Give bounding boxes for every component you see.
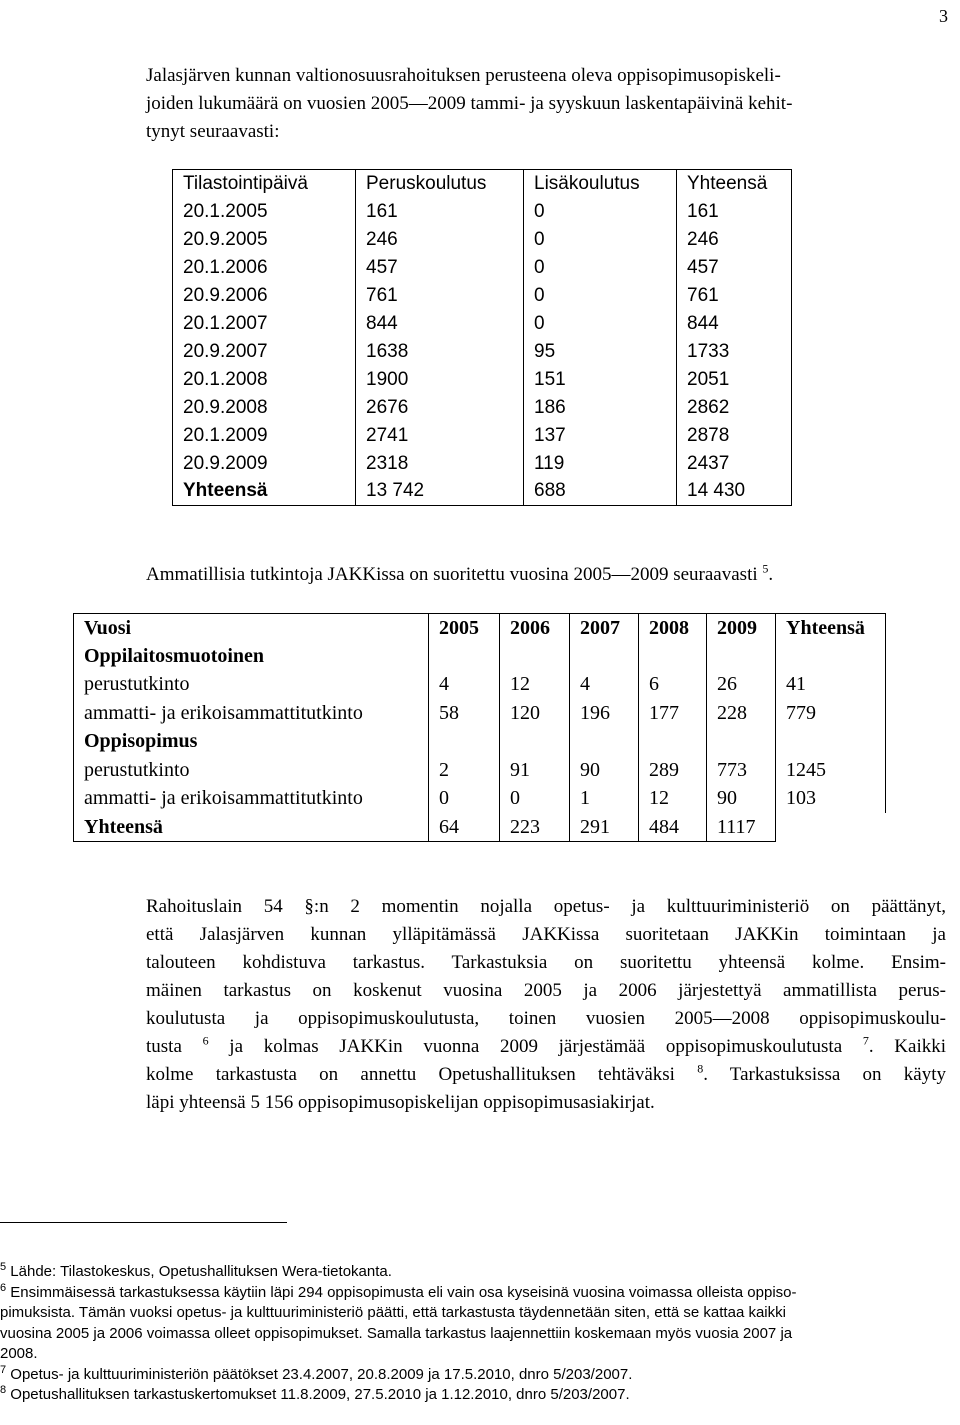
footnote-separator	[0, 1222, 287, 1223]
body-line: Rahoituslain 54 §:n 2 momentin nojalla opetus- ja kulttuuriministeriö on päättänyt,	[146, 896, 946, 917]
total-label: Yhteensä	[173, 478, 356, 506]
value-cell: 95	[524, 338, 677, 366]
date-cell: 20.9.2006	[173, 282, 356, 310]
body-line	[146, 1061, 946, 1089]
value-cell: 151	[524, 366, 677, 394]
value-cell: 1900	[356, 366, 524, 394]
intro-paragraph	[146, 62, 946, 146]
body-line: koulutusta ja oppisopimuskoulutusta, toinen vuosien 2005—2008 oppisopimuskoulu-	[146, 1008, 946, 1029]
row-label: perustutkinto	[74, 671, 429, 700]
body-line: läpi yhteensä 5 156 oppisopimusopiskelijan oppisopimusasiakirjat.	[146, 1092, 655, 1113]
value-cell: 844	[677, 310, 792, 338]
caption-end: .	[768, 564, 774, 585]
value-cell: 779	[776, 699, 886, 728]
date-cell: 20.9.2009	[173, 450, 356, 478]
date-cell: 20.1.2009	[173, 422, 356, 450]
body-text-segment: . Kaikki	[868, 1036, 947, 1057]
body-line: talouteen kohdistuva tarkastus. Tarkastuksia on suoritettu yhteensä kolme. Ensim-	[146, 952, 946, 973]
table-row	[173, 366, 792, 394]
group-label: Oppilaitosmuotoinen	[74, 642, 429, 671]
group-row	[74, 728, 886, 757]
value-cell: 90	[707, 785, 776, 814]
header-cell: Yhteensä	[677, 170, 792, 198]
date-cell: 20.9.2007	[173, 338, 356, 366]
value-cell: 0	[524, 310, 677, 338]
value-cell: 2437	[677, 450, 792, 478]
date-cell: 20.1.2008	[173, 366, 356, 394]
value-cell: 761	[356, 282, 524, 310]
value-cell: 161	[677, 198, 792, 226]
date-cell: 20.9.2005	[173, 226, 356, 254]
value-cell: 12	[639, 785, 707, 814]
value-cell: 161	[356, 198, 524, 226]
intro-line: tynyt seuraavasti:	[146, 121, 280, 142]
page-number: 3	[939, 6, 948, 26]
total-cell: 1117	[707, 813, 776, 842]
date-cell: 20.1.2006	[173, 254, 356, 282]
footnote-6	[0, 1283, 955, 1304]
footnote-line: vuosina 2005 ja 2006 voimassa olleet oppisopimukset. Samalla tarkastus laajennettiin koskemaan myös vuosia 2007 ja	[0, 1324, 793, 1342]
value-cell: 0	[500, 785, 570, 814]
qualifications-table	[73, 613, 886, 842]
value-cell: 4	[429, 671, 500, 700]
value-cell: 773	[707, 756, 776, 785]
value-cell: 246	[356, 226, 524, 254]
value-cell: 457	[356, 254, 524, 282]
table-row	[173, 450, 792, 478]
group-row	[74, 642, 886, 671]
value-cell: 228	[707, 699, 776, 728]
value-cell: 2741	[356, 422, 524, 450]
value-cell: 1638	[356, 338, 524, 366]
footnote-8	[0, 1385, 955, 1406]
value-cell: 91	[500, 756, 570, 785]
footnote-number: 8	[0, 1384, 7, 1396]
body-text-segment: ja kolmas JAKKin vuonna 2009 järjestämää oppisopimuskoulutusta	[208, 1036, 843, 1057]
value-cell: 0	[429, 785, 500, 814]
footnote-ref: 7	[862, 1033, 869, 1048]
value-cell: 1	[570, 785, 639, 814]
value-cell: 0	[524, 282, 677, 310]
value-cell: 0	[524, 254, 677, 282]
body-line: mäinen tarkastus on koskenut vuosina 2005 ja 2006 järjestettyä ammatillista perus-	[146, 980, 946, 1001]
value-cell: 2862	[677, 394, 792, 422]
total-cell: 688	[524, 478, 677, 506]
value-cell: 844	[356, 310, 524, 338]
body-text-segment: tusta	[146, 1036, 182, 1057]
table-row	[173, 198, 792, 226]
value-cell: 26	[707, 671, 776, 700]
value-cell: 0	[524, 198, 677, 226]
value-cell: 6	[639, 671, 707, 700]
date-cell: 20.1.2007	[173, 310, 356, 338]
intro-line: Jalasjärven kunnan valtionosuusrahoituksen perusteena oleva oppisopimusopiskeli-	[146, 65, 781, 86]
footnote-line: 2008.	[0, 1345, 38, 1362]
table-row	[173, 282, 792, 310]
total-cell: 64	[429, 813, 500, 842]
footnote-text: Lähde: Tilastokeskus, Opetushallituksen Wera-tietokanta.	[6, 1263, 392, 1280]
value-cell: 103	[776, 785, 886, 814]
body-paragraph	[146, 893, 946, 1117]
row-label: perustutkinto	[74, 756, 429, 785]
date-cell: 20.9.2008	[173, 394, 356, 422]
table-total-row	[173, 478, 792, 506]
group-label: Oppisopimus	[74, 728, 429, 757]
value-cell: 4	[570, 671, 639, 700]
date-cell: 20.1.2005	[173, 198, 356, 226]
table-total-row	[74, 813, 886, 842]
header-cell: Yhteensä	[776, 614, 886, 643]
footnote-ref: 5	[762, 561, 769, 576]
body-text-segment: . Tarkastuksissa on käyty	[703, 1064, 946, 1085]
table2-caption	[146, 561, 773, 589]
body-text-segment: kolme tarkastusta on annettu Opetushallituksen tehtäväksi	[146, 1064, 675, 1085]
header-cell: Lisäkoulutus	[524, 170, 677, 198]
table-row	[173, 310, 792, 338]
table-row	[74, 671, 886, 700]
value-cell: 289	[639, 756, 707, 785]
value-cell: 2051	[677, 366, 792, 394]
total-cell: 223	[500, 813, 570, 842]
total-cell: 291	[570, 813, 639, 842]
footnote-text: Opetushallituksen tarkastuskertomukset 11.8.2009, 27.5.2010 ja 1.12.2010, dnro 5/203/2007.	[6, 1386, 630, 1403]
body-line	[146, 1033, 946, 1061]
table-row	[74, 699, 886, 728]
row-label: ammatti- ja erikoisammattitutkinto	[74, 785, 429, 814]
footnote-number: 5	[0, 1261, 7, 1273]
table-row	[173, 394, 792, 422]
student-count-table	[172, 169, 792, 506]
footnote-number: 7	[0, 1363, 7, 1376]
value-cell: 457	[677, 254, 792, 282]
header-cell: 2005	[429, 614, 500, 643]
value-cell: 90	[570, 756, 639, 785]
table-row	[74, 785, 886, 814]
value-cell: 1733	[677, 338, 792, 366]
total-cell: 14 430	[677, 478, 792, 506]
footnote-text: Opetus- ja kulttuuriministeriön päätökset 23.4.2007, 20.8.2009 ja 17.5.2010, dnro 5/203/2007.	[6, 1365, 633, 1383]
value-cell: 137	[524, 422, 677, 450]
footnote-text: Ensimmäisessä tarkastuksessa käytiin läpi 294 oppisopimusta eli vain osa kyseisinä vuosina voimassa olleista oppiso-	[6, 1283, 797, 1301]
table-header-row	[173, 170, 792, 198]
value-cell: 2676	[356, 394, 524, 422]
value-cell: 246	[677, 226, 792, 254]
table-row	[173, 254, 792, 282]
header-cell: 2009	[707, 614, 776, 643]
table-row	[74, 756, 886, 785]
value-cell: 761	[677, 282, 792, 310]
header-cell: Peruskoulutus	[356, 170, 524, 198]
footnotes	[0, 1262, 955, 1406]
header-cell: 2007	[570, 614, 639, 643]
footnote-7	[0, 1365, 955, 1386]
value-cell: 2878	[677, 422, 792, 450]
table-row	[173, 338, 792, 366]
footnote-number: 6	[0, 1281, 7, 1294]
value-cell: 186	[524, 394, 677, 422]
value-cell: 2318	[356, 450, 524, 478]
table-row	[173, 226, 792, 254]
total-cell: 484	[639, 813, 707, 842]
row-label: ammatti- ja erikoisammattitutkinto	[74, 699, 429, 728]
value-cell: 41	[776, 671, 886, 700]
value-cell: 196	[570, 699, 639, 728]
header-cell: Vuosi	[74, 614, 429, 643]
value-cell: 0	[524, 226, 677, 254]
body-line: että Jalasjärven kunnan ylläpitämässä JAKKissa suoritetaan JAKKin toimintaan ja	[146, 924, 946, 945]
footnote-5	[0, 1262, 955, 1283]
caption-text: Ammatillisia tutkintoja JAKKissa on suoritettu vuosina 2005—2009 seuraavasti	[146, 564, 758, 585]
value-cell: 2	[429, 756, 500, 785]
intro-line: joiden lukumäärä on vuosien 2005—2009 tammi- ja syyskuun laskentapäivinä kehit-	[146, 93, 793, 114]
footnote-ref: 6	[202, 1033, 209, 1048]
footnote-line: pimuksista. Tämän vuoksi opetus- ja kulttuuriministeriö päätti, että tarkastusta täydennetään siten, että se kattaa kaikki	[0, 1304, 786, 1321]
value-cell: 12	[500, 671, 570, 700]
value-cell: 58	[429, 699, 500, 728]
value-cell: 120	[500, 699, 570, 728]
value-cell: 1245	[776, 756, 886, 785]
footnote-ref: 8	[697, 1061, 704, 1076]
table-row	[173, 422, 792, 450]
header-cell: Tilastointipäivä	[173, 170, 356, 198]
table-header-row	[74, 614, 886, 643]
header-cell: 2006	[500, 614, 570, 643]
value-cell: 177	[639, 699, 707, 728]
value-cell: 119	[524, 450, 677, 478]
header-cell: 2008	[639, 614, 707, 643]
total-label: Yhteensä	[74, 813, 429, 842]
total-cell: 13 742	[356, 478, 524, 506]
